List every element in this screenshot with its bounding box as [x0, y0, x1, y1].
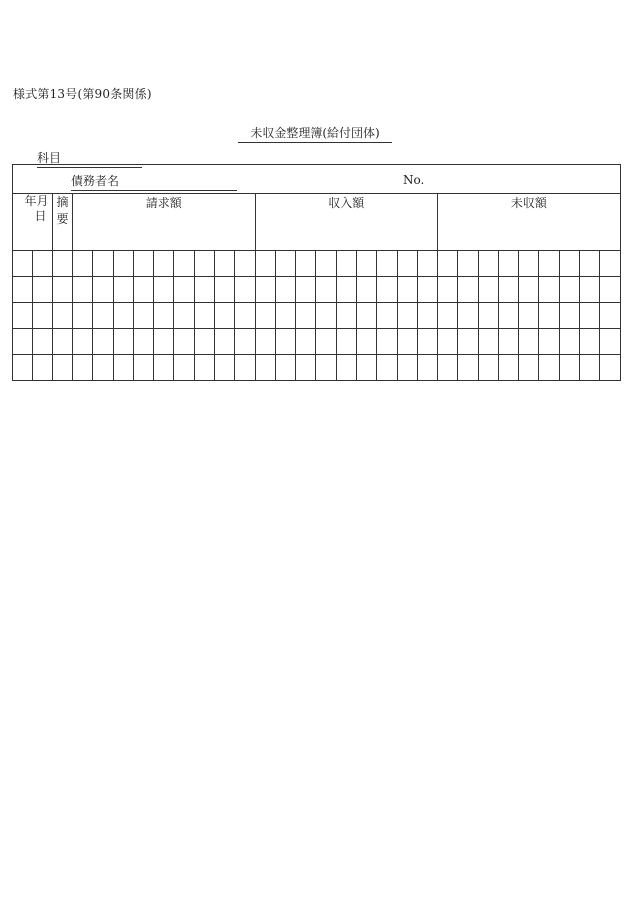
ledger-cell: [458, 251, 478, 277]
ledger-cell: [356, 355, 376, 381]
ledger-cell: [539, 303, 559, 329]
ledger-cell: [600, 251, 620, 277]
ledger-cell: [53, 355, 73, 381]
ledger-cell: [275, 355, 295, 381]
ledger-cell: [458, 355, 478, 381]
ledger-cell: [194, 303, 214, 329]
ledger-cell: [397, 303, 417, 329]
ledger-cell: [13, 251, 33, 277]
ledger-cell: [519, 329, 539, 355]
ledger-cell: [417, 329, 437, 355]
ledger-cell: [377, 277, 397, 303]
ledger-cell: [519, 277, 539, 303]
summary-header-line1: 摘: [56, 195, 69, 209]
ledger-cell: [73, 355, 93, 381]
ledger-cell: [377, 329, 397, 355]
ledger-cell: [53, 251, 73, 277]
ledger-cell: [133, 251, 153, 277]
ledger-cell: [13, 303, 33, 329]
date-column-header: [13, 194, 53, 251]
ledger-cell: [235, 329, 255, 355]
ledger-cell: [33, 355, 53, 381]
ledger-cell: [478, 277, 498, 303]
ledger-cell: [194, 251, 214, 277]
ledger-cell: [53, 277, 73, 303]
ledger-cell: [275, 303, 295, 329]
ledger-cell: [275, 251, 295, 277]
ledger-cell: [519, 251, 539, 277]
ledger-cell: [438, 277, 458, 303]
received-amount-header: 収入額: [255, 194, 438, 251]
ledger-cell: [194, 355, 214, 381]
ledger-cell: [539, 251, 559, 277]
ledger-cell: [539, 355, 559, 381]
ledger-cell: [194, 329, 214, 355]
ledger-cell: [93, 277, 113, 303]
number-label: No.: [403, 173, 425, 187]
ledger-cell: [235, 303, 255, 329]
ledger-cell: [478, 303, 498, 329]
ledger-cell: [356, 303, 376, 329]
ledger-cell: [397, 277, 417, 303]
ledger-cell: [13, 355, 33, 381]
ledger-cell: [316, 355, 336, 381]
ledger-cell: [580, 251, 600, 277]
ledger-cell: [296, 355, 316, 381]
ledger-cell: [33, 251, 53, 277]
ledger-cell: [559, 355, 579, 381]
ledger-cell: [336, 303, 356, 329]
ledger-cell: [600, 355, 620, 381]
ledger-cell: [498, 355, 518, 381]
ledger-cell: [600, 277, 620, 303]
ledger-cell: [377, 303, 397, 329]
ledger-cell: [93, 303, 113, 329]
ledger-cell: [275, 277, 295, 303]
ledger-cell: [73, 251, 93, 277]
ledger-cell: [214, 303, 234, 329]
ledger-cell: [113, 277, 133, 303]
ledger-cell: [174, 303, 194, 329]
ledger-cell: [73, 303, 93, 329]
ledger-cell: [255, 303, 275, 329]
ledger-cell: [296, 303, 316, 329]
subject-label: 科目: [37, 151, 62, 165]
date-header-line1: 年月: [24, 194, 49, 208]
summary-header-line2: 要: [56, 212, 69, 226]
ledger-cell: [296, 251, 316, 277]
ledger-cell: [113, 251, 133, 277]
ledger-cell: [214, 251, 234, 277]
ledger-cell: [458, 277, 478, 303]
ledger-cell: [600, 329, 620, 355]
ledger-cell: [458, 303, 478, 329]
debtor-cell: [13, 165, 621, 194]
ledger-cell: [498, 329, 518, 355]
ledger-cell: [498, 303, 518, 329]
ledger-cell: [214, 355, 234, 381]
ledger-cell: [133, 303, 153, 329]
ledger-cell: [113, 303, 133, 329]
ledger-cell: [417, 355, 437, 381]
ledger-cell: [417, 251, 437, 277]
ledger-cell: [559, 251, 579, 277]
ledger-row: [13, 277, 621, 303]
ledger-cell: [397, 251, 417, 277]
ledger-cell: [13, 329, 33, 355]
column-header-row: [13, 194, 621, 251]
ledger-cell: [356, 251, 376, 277]
ledger-cell: [194, 277, 214, 303]
ledger-cell: [580, 355, 600, 381]
outstanding-amount-header: 未収額: [438, 194, 621, 251]
ledger-cell: [316, 329, 336, 355]
ledger-cell: [336, 251, 356, 277]
ledger-cell: [417, 303, 437, 329]
ledger-cell: [73, 277, 93, 303]
ledger-cell: [397, 355, 417, 381]
ledger-row: [13, 303, 621, 329]
ledger-cell: [73, 329, 93, 355]
ledger-cell: [478, 355, 498, 381]
ledger-cell: [316, 303, 336, 329]
ledger-cell: [133, 277, 153, 303]
ledger-cell: [255, 251, 275, 277]
ledger-cell: [397, 329, 417, 355]
ledger-cell: [539, 329, 559, 355]
ledger-cell: [154, 329, 174, 355]
document-title: 未収金整理簿(給付団体): [238, 124, 392, 143]
ledger-cell: [356, 329, 376, 355]
ledger-cell: [316, 277, 336, 303]
ledger-cell: [154, 277, 174, 303]
ledger-cell: [519, 355, 539, 381]
ledger-cell: [235, 277, 255, 303]
ledger-cell: [33, 277, 53, 303]
ledger-cell: [133, 355, 153, 381]
ledger-cell: [113, 329, 133, 355]
ledger-row: [13, 355, 621, 381]
ledger-cell: [438, 355, 458, 381]
ledger-cell: [438, 329, 458, 355]
ledger-cell: [559, 277, 579, 303]
ledger-cell: [154, 251, 174, 277]
ledger-cell: [559, 303, 579, 329]
ledger-cell: [498, 277, 518, 303]
ledger-row: [13, 329, 621, 355]
ledger-cell: [580, 277, 600, 303]
ledger-cell: [174, 355, 194, 381]
ledger-cell: [539, 277, 559, 303]
date-header-line2: 日: [34, 209, 47, 223]
ledger-cell: [275, 329, 295, 355]
debtor-name-label: 債務者名: [71, 172, 237, 191]
ledger-cell: [255, 329, 275, 355]
ledger-cell: [438, 303, 458, 329]
ledger-table: [12, 164, 621, 381]
ledger-cell: [93, 251, 113, 277]
ledger-cell: [174, 277, 194, 303]
ledger-cell: [214, 277, 234, 303]
ledger-cell: [235, 251, 255, 277]
ledger-cell: [214, 329, 234, 355]
ledger-cell: [154, 303, 174, 329]
form-number: 様式第13号(第90条関係): [13, 87, 152, 101]
ledger-cell: [53, 303, 73, 329]
ledger-cell: [458, 329, 478, 355]
billed-amount-header: 請求額: [73, 194, 256, 251]
ledger-cell: [174, 251, 194, 277]
ledger-cell: [519, 303, 539, 329]
ledger-cell: [336, 355, 356, 381]
ledger-cell: [377, 251, 397, 277]
ledger-cell: [296, 277, 316, 303]
ledger-cell: [235, 355, 255, 381]
ledger-cell: [478, 251, 498, 277]
ledger-cell: [255, 355, 275, 381]
summary-column-header: [53, 194, 73, 251]
debtor-row: [13, 165, 621, 194]
ledger-cell: [255, 277, 275, 303]
ledger-cell: [377, 355, 397, 381]
ledger-cell: [296, 329, 316, 355]
ledger-cell: [559, 329, 579, 355]
ledger-row: [13, 251, 621, 277]
ledger-cell: [438, 251, 458, 277]
ledger-cell: [133, 329, 153, 355]
ledger-cell: [174, 329, 194, 355]
ledger-cell: [33, 329, 53, 355]
ledger-cell: [93, 329, 113, 355]
ledger-cell: [356, 277, 376, 303]
ledger-cell: [316, 251, 336, 277]
ledger-cell: [33, 303, 53, 329]
ledger-cell: [498, 251, 518, 277]
ledger-cell: [154, 355, 174, 381]
ledger-cell: [600, 303, 620, 329]
ledger-cell: [417, 277, 437, 303]
ledger-cell: [13, 277, 33, 303]
ledger-cell: [113, 355, 133, 381]
ledger-cell: [336, 277, 356, 303]
ledger-cell: [53, 329, 73, 355]
ledger-cell: [580, 329, 600, 355]
ledger-cell: [580, 303, 600, 329]
ledger-cell: [336, 329, 356, 355]
ledger-cell: [93, 355, 113, 381]
ledger-cell: [478, 329, 498, 355]
